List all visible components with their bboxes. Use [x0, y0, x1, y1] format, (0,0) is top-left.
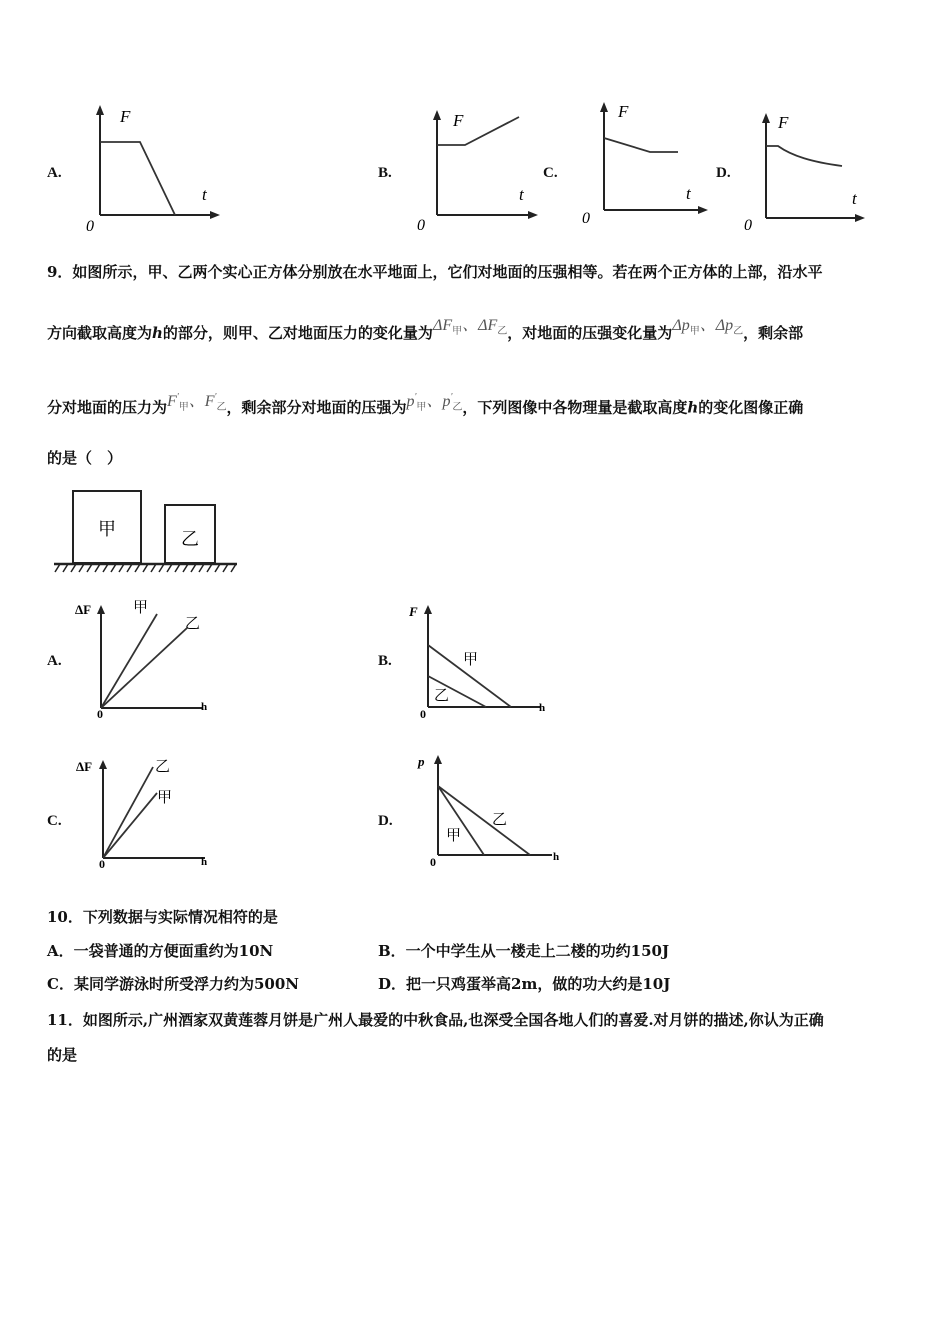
y-axis-label: F — [409, 604, 418, 619]
symbol: p — [406, 393, 415, 411]
q11-stem-line2: 的是 — [47, 1046, 78, 1064]
text-seg: ，剩余部 — [743, 324, 804, 342]
symbol: p — [442, 393, 451, 411]
prime: ' — [176, 392, 179, 402]
var-h: h — [687, 398, 699, 417]
text-seg: 分对地面的压力为 — [47, 398, 168, 417]
origin-label: 0 — [99, 857, 105, 871]
y-axis-arrow — [99, 760, 107, 769]
force-curve — [604, 138, 678, 152]
q9-stem-line4: 的是（ ） — [47, 449, 123, 467]
y-axis-arrow — [762, 113, 770, 123]
line-yi — [438, 786, 530, 855]
origin-label: 0 — [744, 217, 752, 234]
delta-f-jia — [432, 317, 479, 338]
line-yi-label: 乙 — [434, 688, 450, 704]
q9-stem-line1: 9．如图所示，甲、乙两个实心正方体分别放在水平地面上，它们对地面的压强相等。若在两个正方体的上部，沿水平 — [47, 263, 823, 281]
q9-option-b-label: B. — [378, 653, 392, 669]
q8-graph-b — [415, 100, 545, 235]
symbol: F — [167, 393, 177, 411]
text-seg: 方向截取高度为 — [47, 324, 153, 342]
y-axis-label: p — [418, 754, 425, 769]
subscript: 甲 — [178, 402, 189, 414]
y-axis-label: ΔF — [75, 602, 92, 617]
y-axis-arrow — [96, 105, 104, 115]
p-prime-jia — [406, 392, 443, 414]
line-jia-label: 甲 — [446, 828, 462, 844]
y-axis-label: ΔF — [76, 759, 93, 774]
q10-option-a: A．一袋普通的方便面重约为10N — [47, 942, 274, 960]
y-axis-label: F — [618, 102, 629, 121]
x-axis-label: h — [201, 701, 208, 713]
origin-label: 0 — [420, 707, 426, 721]
block-jia-label: 甲 — [98, 519, 116, 539]
prime: ' — [450, 392, 453, 402]
x-axis-arrow — [210, 211, 220, 219]
subscript: 乙 — [497, 326, 508, 338]
q11-stem-line1: 11．如图所示,广州酒家双黄莲蓉月饼是广州人最爱的中秋食品,也深受全国各地人们的喜爱.对月饼的描述,你认为正确 — [47, 1011, 824, 1029]
x-axis-label: t — [202, 185, 207, 204]
q8-option-c-label: C. — [543, 165, 558, 181]
subscript: 乙 — [733, 326, 744, 338]
q10-option-d: D．把一只鸡蛋举高2m，做的功大约是10J — [378, 975, 671, 993]
q9-option-c-label: C. — [47, 813, 62, 829]
q8-graph-c — [578, 95, 713, 230]
q10-stem: 10．下列数据与实际情况相符的是 — [47, 908, 278, 926]
delta-f-yi — [478, 317, 508, 338]
line-jia — [438, 786, 484, 855]
force-curve — [100, 142, 175, 215]
line-jia-label: 甲 — [133, 600, 149, 616]
q9-graph-a — [75, 598, 215, 720]
text-seg: ，对地面的压强变化量为 — [507, 324, 673, 342]
line-yi — [101, 628, 187, 708]
x-axis-label: h — [553, 851, 560, 863]
var-h: h — [152, 324, 163, 342]
text-seg: ，下列图像中各物理量是截取高度 — [462, 398, 688, 417]
line-yi-label: 乙 — [155, 759, 171, 775]
block-yi-label: 乙 — [181, 529, 199, 549]
x-axis-label: t — [686, 184, 691, 203]
q9-option-d-label: D. — [378, 813, 393, 829]
q9-graph-b — [408, 600, 553, 722]
y-axis-label: F — [453, 111, 464, 130]
q9-blocks-diagram — [52, 485, 242, 577]
q9-stem-line3 — [47, 392, 804, 421]
separator: 、 — [699, 317, 716, 334]
force-curve — [437, 117, 519, 145]
x-axis-arrow — [698, 206, 708, 214]
line-yi-label: 乙 — [492, 812, 508, 828]
origin-label: 0 — [97, 707, 103, 720]
line-yi — [103, 767, 153, 858]
q9-option-a-label: A. — [47, 653, 62, 669]
origin-label: 0 — [582, 210, 590, 227]
p-prime-yi — [442, 392, 463, 414]
q8-graph-a — [80, 100, 230, 235]
q8-graph-d — [742, 100, 872, 235]
delta-p-jia — [672, 317, 716, 338]
x-axis-label: t — [852, 189, 857, 208]
q9-graph-d — [412, 750, 562, 872]
q10-option-b: B．一个中学生从一楼走上二楼的功约150J — [378, 942, 670, 960]
text-seg: 的变化图像正确 — [698, 398, 804, 417]
y-axis-arrow — [97, 605, 105, 614]
force-curve — [766, 146, 842, 166]
origin-label: 0 — [430, 855, 436, 869]
symbol: ΔF — [432, 317, 453, 334]
x-axis-label: h — [539, 702, 546, 714]
y-axis-arrow — [600, 102, 608, 112]
line-jia — [101, 614, 157, 708]
text-seg: 的部分，则甲、乙对地面压力的变化量为 — [162, 324, 433, 342]
f-prime-jia — [167, 392, 205, 414]
symbol: ΔF — [478, 317, 498, 334]
y-axis-arrow — [424, 605, 432, 614]
line-jia-label: 甲 — [157, 790, 173, 806]
subscript: 甲 — [452, 326, 463, 338]
y-axis-arrow — [433, 110, 441, 120]
y-axis-label: F — [120, 107, 131, 126]
f-prime-yi — [204, 392, 227, 414]
line-yi-label: 乙 — [185, 616, 201, 632]
x-axis-label: t — [519, 185, 524, 204]
subscript: 甲 — [416, 402, 427, 414]
symbol: F — [204, 393, 215, 411]
symbol: Δp — [715, 317, 734, 334]
origin-label: 0 — [417, 217, 425, 234]
y-axis-arrow — [434, 755, 442, 764]
q10-option-c: C．某同学游泳时所受浮力约为500N — [47, 975, 299, 993]
subscript: 乙 — [216, 402, 227, 414]
q8-option-d-label: D. — [716, 165, 731, 181]
text-seg: ，剩余部分对地面的压强为 — [226, 398, 407, 417]
x-axis-arrow — [855, 214, 865, 222]
prime: ' — [214, 392, 217, 402]
separator: 、 — [188, 393, 205, 411]
separator: 、 — [426, 393, 443, 411]
separator: 、 — [462, 317, 479, 334]
x-axis-label: h — [201, 856, 208, 868]
x-axis-arrow — [528, 211, 538, 219]
line-jia — [103, 793, 157, 858]
subscript: 乙 — [452, 402, 463, 414]
prime: ' — [414, 392, 417, 402]
origin-label: 0 — [86, 218, 94, 235]
line-jia-label: 甲 — [463, 652, 479, 668]
delta-p-yi — [715, 317, 744, 338]
q8-option-a-label: A. — [47, 165, 62, 181]
q8-option-b-label: B. — [378, 165, 392, 181]
q9-stem-line2 — [47, 317, 804, 346]
y-axis-label: F — [778, 113, 789, 132]
symbol: Δp — [672, 317, 690, 334]
q9-graph-c — [75, 755, 215, 873]
subscript: 甲 — [689, 326, 700, 338]
